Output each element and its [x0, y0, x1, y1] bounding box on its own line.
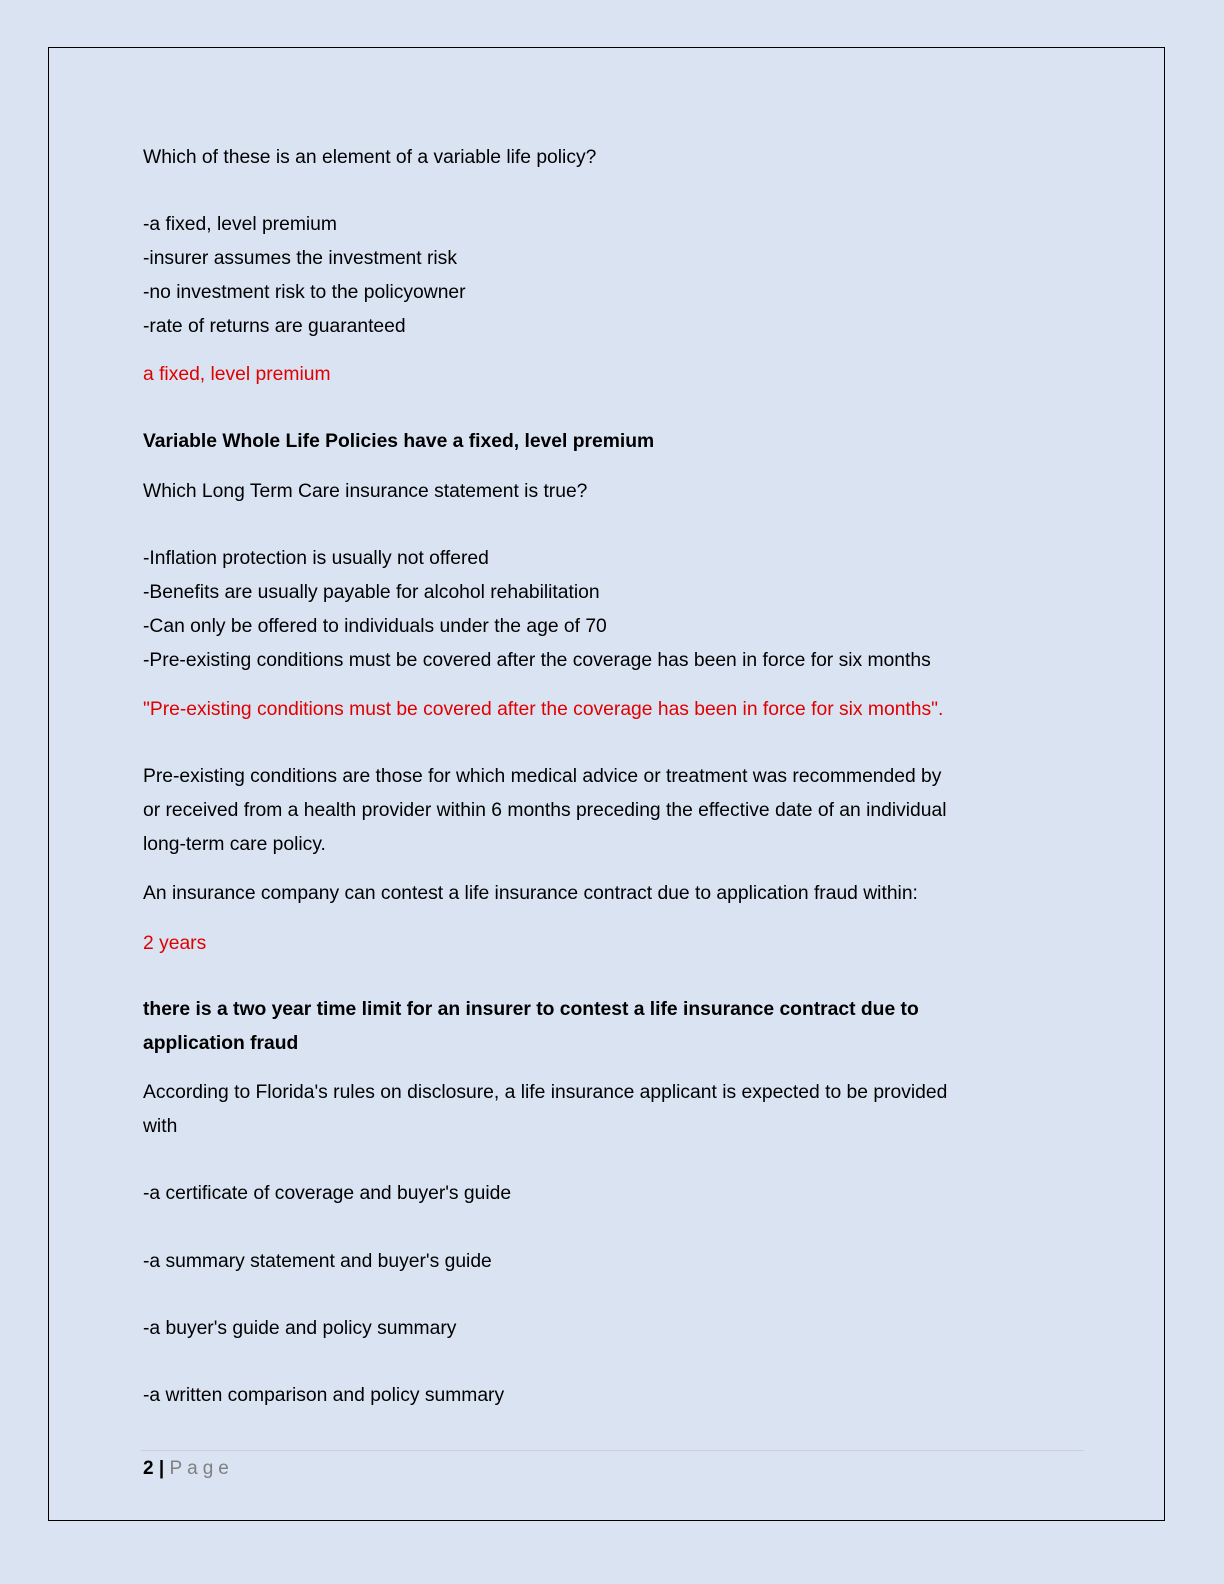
option: -Can only be offered to individuals under the age of 70 — [143, 616, 607, 637]
question-1: Which of these is an element of a variable life policy? — [143, 147, 597, 168]
question-4-line: with — [143, 1116, 178, 1137]
question-2: Which Long Term Care insurance statement is true? — [143, 481, 588, 502]
option: -a summary statement and buyer's guide — [143, 1251, 492, 1272]
option: -no investment risk to the policyowner — [143, 282, 466, 303]
question-3: An insurance company can contest a life insurance contract due to application fraud within: — [143, 883, 918, 904]
explanation-1: Variable Whole Life Policies have a fixed, level premium — [143, 431, 655, 452]
option: -Inflation protection is usually not offered — [143, 548, 489, 569]
footer-divider — [141, 1450, 1084, 1451]
question-4-line: According to Florida's rules on disclosure, a life insurance applicant is expected to be provided — [143, 1082, 948, 1103]
footer-separator: | — [158, 1458, 165, 1479]
answer-3: 2 years — [143, 933, 207, 954]
explanation-2-line: Pre-existing conditions are those for which medical advice or treatment was recommended by — [143, 766, 942, 787]
option: -a fixed, level premium — [143, 214, 337, 235]
explanation-3-line: there is a two year time limit for an insurer to contest a life insurance contract due to — [143, 999, 919, 1020]
option: -a certificate of coverage and buyer's guide — [143, 1183, 512, 1204]
explanation-2-line: or received from a health provider within 6 months preceding the effective date of an individual — [143, 800, 947, 821]
option: -insurer assumes the investment risk — [143, 248, 457, 269]
answer-1: a fixed, level premium — [143, 364, 331, 385]
option: -Pre-existing conditions must be covered after the coverage has been in force for six months — [143, 650, 931, 671]
option: -a buyer's guide and policy summary — [143, 1318, 457, 1339]
explanation-3-line: application fraud — [143, 1033, 299, 1054]
page-label: Page — [169, 1458, 234, 1479]
answer-2: "Pre-existing conditions must be covered after the coverage has been in force for six months". — [143, 699, 944, 720]
option: -a written comparison and policy summary — [143, 1385, 505, 1406]
page-number: 2 — [143, 1458, 154, 1479]
option: -Benefits are usually payable for alcohol rehabilitation — [143, 582, 600, 603]
option: -rate of returns are guaranteed — [143, 316, 406, 337]
page-footer — [143, 1457, 234, 1481]
explanation-2-line: long-term care policy. — [143, 834, 326, 855]
